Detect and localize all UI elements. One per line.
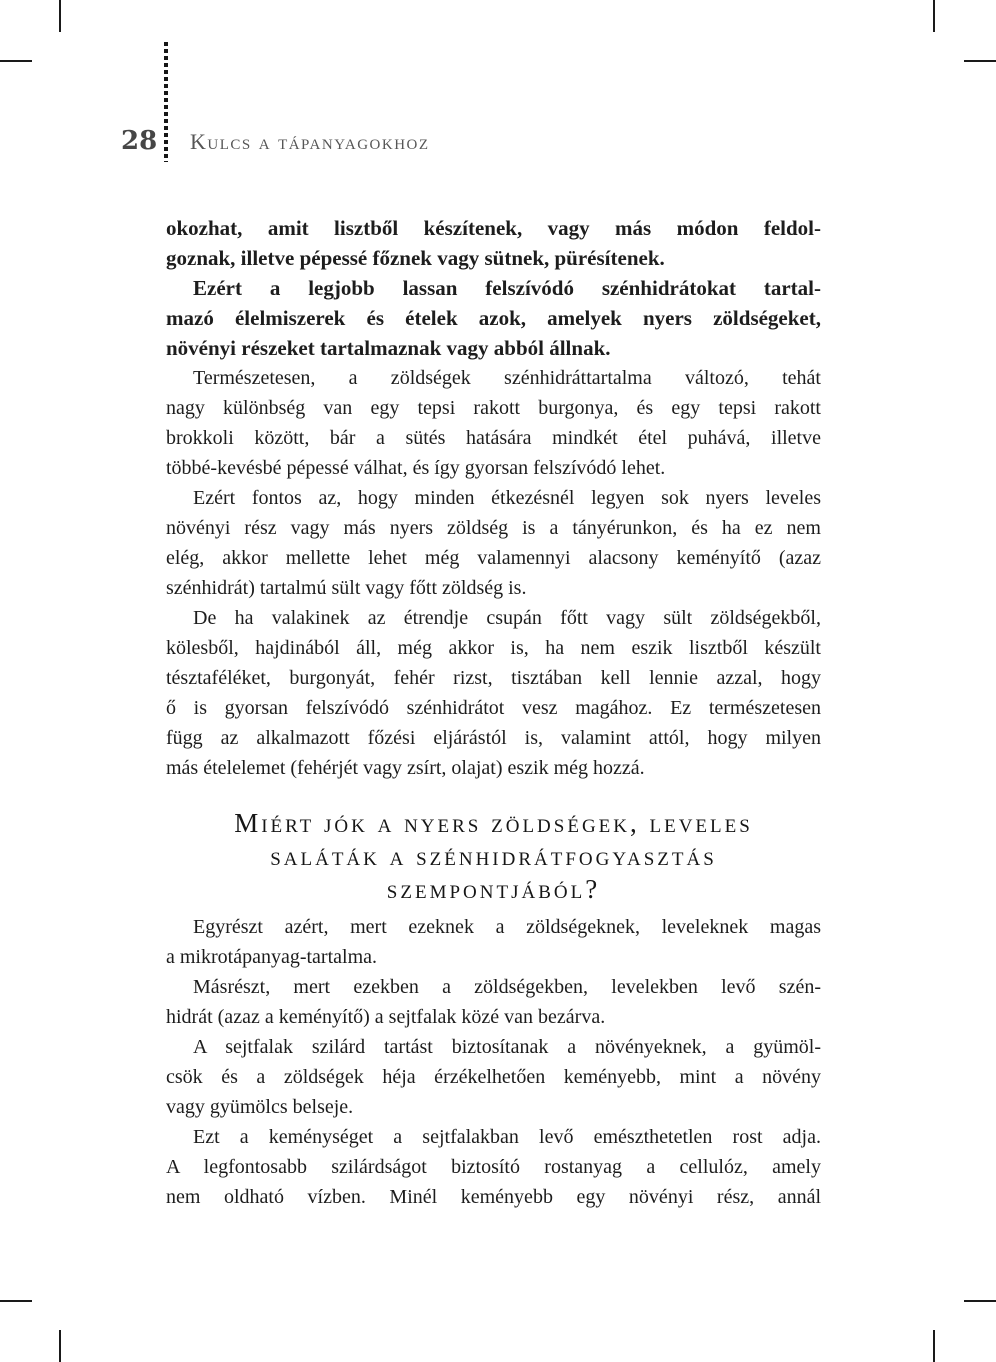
paragraph-bold-continuation (166, 213, 821, 273)
text-line: a mikrotápanyag-tartalma. (166, 946, 378, 968)
text-line: Másrészt, mert ezekben a zöldségekben, levelekben levő szén- (193, 976, 821, 998)
crop-mark-bottom-right-horizontal (964, 1300, 996, 1302)
text-line: tésztaféléket, burgonyát, fehér rizst, tisztában kell lennie azzal, hogy (166, 667, 821, 689)
paragraph (166, 1122, 821, 1212)
text-line: elég, akkor mellette lehet még valamennyi alacsony keményítő (azaz (166, 547, 821, 569)
running-header: Kulcs a tápanyagokhoz (190, 129, 430, 154)
text-line: Ezt a keménységet a sejtfalakban levő emészthetetlen rost adja. (193, 1126, 821, 1148)
text-line: vagy gyümölcs belseje. (166, 1096, 354, 1118)
heading-line: saláták a szénhidrátfogyasztás (270, 841, 717, 871)
crop-mark-top-left-horizontal (0, 60, 32, 62)
text-line: többé-kevésbé pépessé válhat, és így gyorsan felszívódó lehet. (166, 457, 666, 479)
paragraph (166, 1032, 821, 1122)
text-line: Ezért fontos az, hogy minden étkezésnél legyen sok nyers leveles (193, 487, 821, 509)
text-line: növényi rész vagy más nyers zöldség is a tányérunkon, és ha ez nem (166, 517, 821, 539)
text-line: szénhidrát) tartalmú sült vagy főtt zöldség is. (166, 577, 527, 599)
crop-mark-top-right-vertical (933, 0, 935, 32)
text-line: Ezért a legjobb lassan felszívódó szénhidrátokat tartal- (193, 276, 821, 300)
crop-mark-bottom-left-horizontal (0, 1300, 32, 1302)
text-line: goznak, illetve pépessé főznek vagy sütnek, pürésítenek. (166, 246, 665, 270)
text-line: okozhat, amit lisztből készítenek, vagy más módon feldol- (166, 216, 821, 240)
text-line: mazó élelmiszerek és ételek azok, amelyek nyers zöldségeket, (166, 306, 821, 330)
crop-mark-bottom-left-vertical (59, 1330, 61, 1362)
page-number: 28 (121, 126, 158, 156)
text-line: nagy különbség van egy tepsi rakott burgonya, és egy tepsi rakott (166, 397, 821, 419)
header-dotted-divider (164, 42, 168, 162)
crop-mark-bottom-right-vertical (933, 1330, 935, 1362)
paragraph (166, 603, 821, 783)
text-line: A sejtfalak szilárd tartást biztosítanak a növényeknek, a gyümöl- (193, 1036, 821, 1058)
text-line: hidrát (azaz a keményítő) a sejtfalak közé van bezárva. (166, 1006, 606, 1028)
paragraph (166, 912, 821, 972)
text-line: brokkoli között, bár a sütés hatására mindkét étel puhává, illetve (166, 427, 821, 449)
text-line: De ha valakinek az étrendje csupán főtt vagy sült zöldségekből, (193, 607, 821, 629)
section-heading (166, 807, 821, 906)
heading-line: szempontjából? (386, 874, 601, 904)
text-line: nem oldható vízben. Minél keményebb egy növényi rész, annál (166, 1186, 821, 1208)
text-line: csök és a zöldségek héja érzékelhetően keményebb, mint a növény (166, 1066, 821, 1088)
paragraph (166, 483, 821, 603)
paragraph (166, 972, 821, 1032)
text-line: más ételelemet (fehérjét vagy zsírt, olajat) eszik még hozzá. (166, 757, 645, 779)
text-line: Egyrészt azért, mert ezeknek a zöldségeknek, leveleknek magas (193, 916, 821, 938)
crop-mark-top-right-horizontal (964, 60, 996, 62)
paragraph-bold (166, 273, 821, 363)
text-line: A legfontosabb szilárdságot biztosító rostanyag a cellulóz, amely (166, 1156, 821, 1178)
text-line: kölesből, hajdinából áll, még akkor is, ha nem eszik lisztből készült (166, 637, 821, 659)
text-line: ő is gyorsan felszívódó szénhidrátot vesz magához. Ez természetesen (166, 697, 821, 719)
text-column (166, 213, 821, 1212)
heading-line: Miért jók a nyers zöldségek, leveles (234, 808, 753, 838)
text-line: függ az alkalmazott főzési eljárástól is, valamint attól, hogy milyen (166, 727, 821, 749)
text-line: Természetesen, a zöldségek szénhidráttartalma változó, tehát (193, 367, 821, 389)
paragraph (166, 363, 821, 483)
text-line: növényi részeket tartalmaznak vagy abból állnak. (166, 336, 611, 360)
crop-mark-top-left-vertical (59, 0, 61, 32)
